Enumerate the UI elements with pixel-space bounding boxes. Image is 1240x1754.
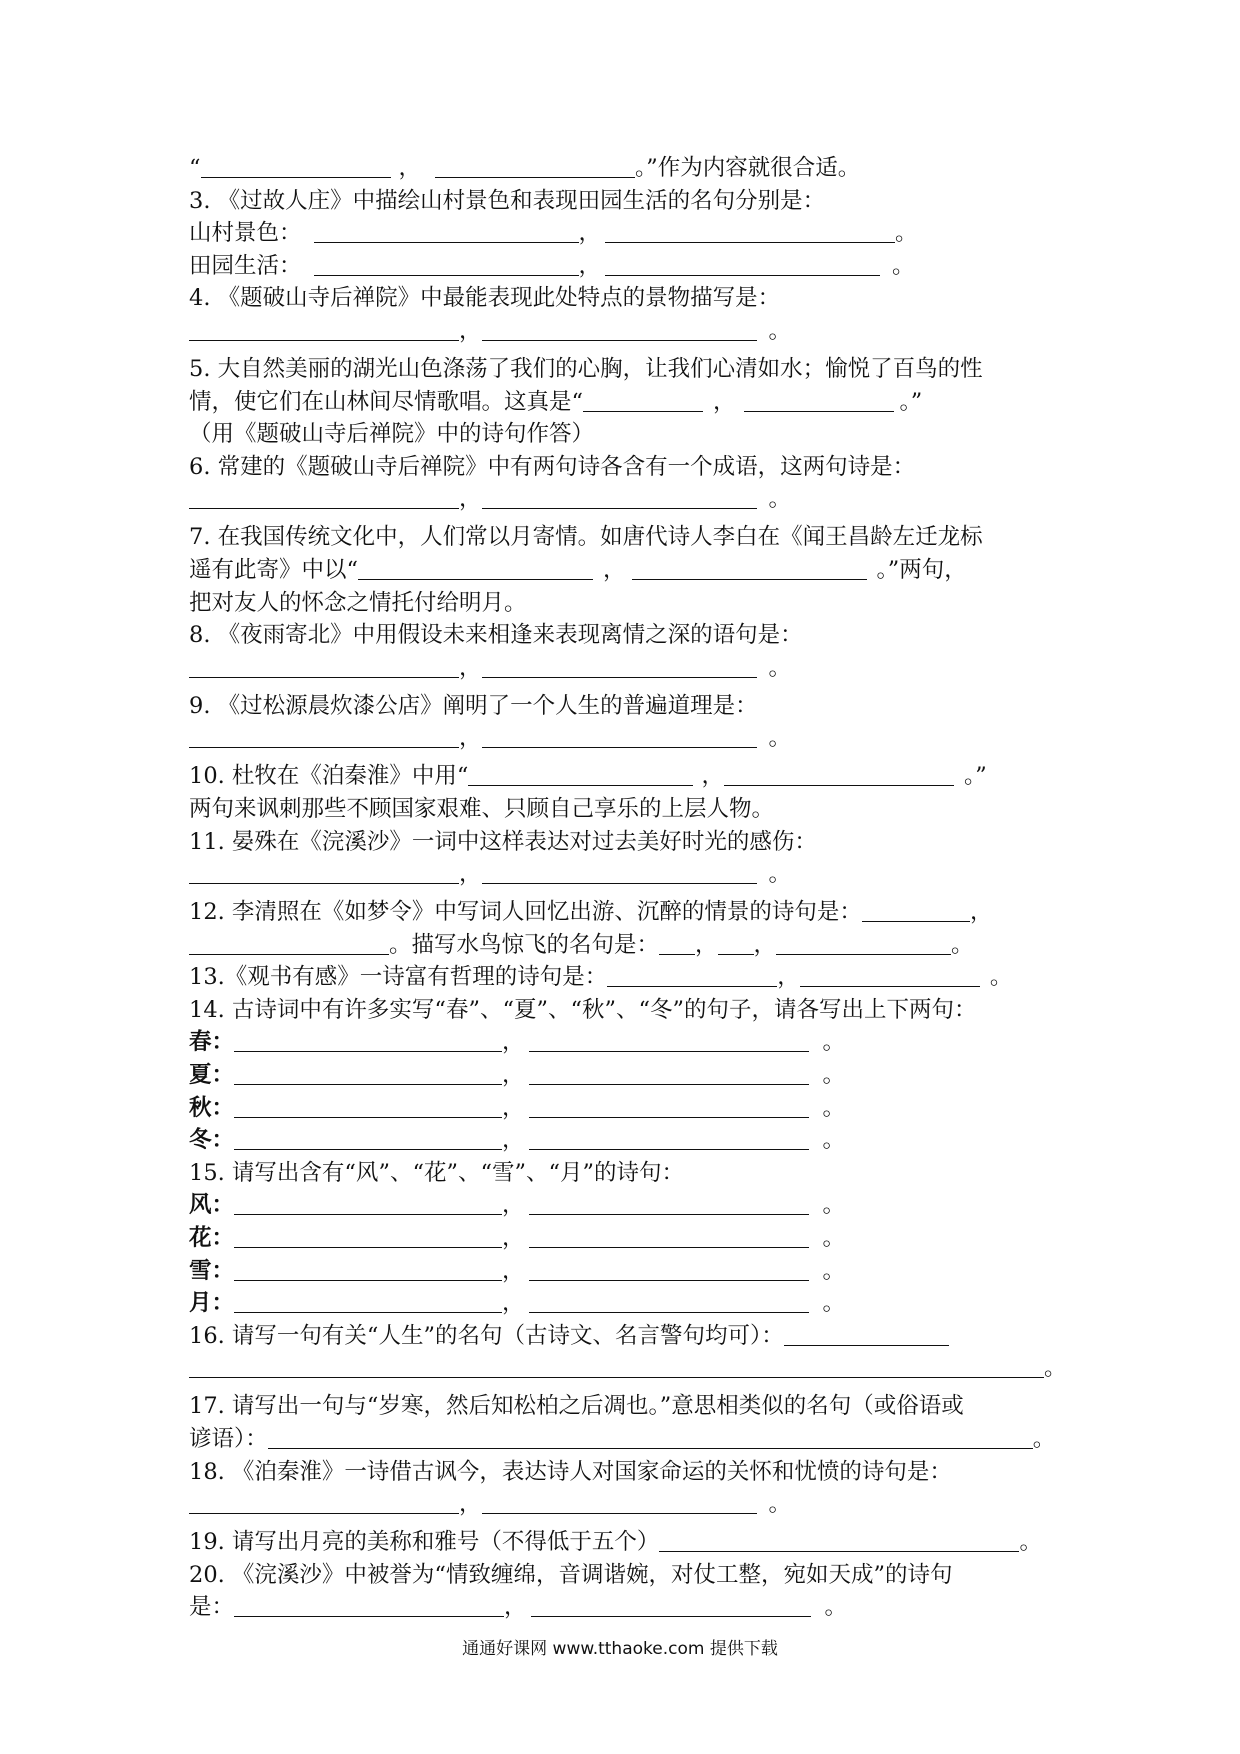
answer-blank[interactable]	[189, 859, 459, 884]
question-5c: （用《题破山寺后禅院》中的诗句作答）	[189, 421, 595, 448]
answer-blank[interactable]	[234, 1093, 502, 1118]
question-20b	[189, 1591, 1064, 1624]
text: ，	[398, 155, 422, 181]
question-6: 6. 常建的《题破山寺后禅院》中有两句诗各含有一个成语，这两句诗是：	[189, 453, 916, 480]
answer-blank[interactable]	[234, 1190, 502, 1215]
season-label: 夏：	[189, 1062, 235, 1089]
answer-blank[interactable]	[234, 1125, 502, 1150]
question-7a: 7. 在我国传统文化中，人们常以月寄情。如唐代诗人李白在《闻王昌龄左迁龙标	[189, 524, 983, 551]
worksheet	[189, 152, 1067, 1624]
label: 山村景色：	[189, 220, 302, 247]
text: ，	[695, 931, 718, 958]
answer-blank[interactable]	[529, 1027, 809, 1052]
answer-blank[interactable]	[314, 218, 579, 243]
theme-label: 月：	[189, 1290, 235, 1317]
q4-answer	[189, 315, 1064, 353]
text: ，	[504, 1594, 527, 1621]
text: ，	[502, 1257, 525, 1284]
q14-row	[189, 1059, 1064, 1092]
q14-row	[189, 1026, 1064, 1059]
answer-blank[interactable]	[268, 1424, 1033, 1449]
text: ，	[713, 388, 736, 415]
theme-label: 花：	[189, 1225, 235, 1252]
text: ，	[502, 1029, 525, 1056]
question-18: 18. 《泊秦淮》一诗借古讽今，表达诗人对国家命运的关怀和忧愤的诗句是：	[189, 1458, 952, 1485]
answer-blank[interactable]	[189, 653, 459, 678]
text: “	[189, 155, 201, 181]
answer-blank[interactable]	[201, 153, 391, 178]
question-10b: 两句来讽刺那些不顾国家艰难、只顾自己享乐的上层人物。	[189, 795, 775, 822]
text: ，	[753, 931, 777, 958]
q3-farm	[189, 250, 1064, 283]
q16-answer	[189, 1352, 1067, 1390]
answer-blank[interactable]	[744, 387, 894, 412]
question-7c: 把对友人的怀念之情托付给明月。	[189, 589, 527, 616]
question-5b	[189, 386, 1064, 419]
text: 。	[895, 220, 918, 247]
answer-blank[interactable]	[189, 1353, 1044, 1378]
answer-blank[interactable]	[659, 930, 695, 955]
text: ，	[502, 1192, 525, 1219]
text: 。	[822, 1062, 846, 1089]
text: 19. 请写出月亮的美称和雅号（不得低于五个）	[189, 1529, 660, 1556]
q15-rows	[189, 1189, 1064, 1319]
label: 田园生活：	[189, 252, 302, 279]
question-13	[189, 961, 1064, 994]
text: 。	[768, 654, 792, 681]
answer-blank[interactable]	[529, 1190, 809, 1215]
text: 。	[989, 964, 1013, 991]
q15-row	[189, 1189, 1064, 1222]
text: ，	[578, 220, 602, 247]
answer-blank[interactable]	[800, 962, 980, 987]
text: 。	[822, 1225, 846, 1252]
question-12b	[189, 929, 1064, 962]
answer-blank[interactable]	[358, 555, 593, 580]
text: ，	[459, 725, 482, 752]
footer-credit: 通通好课网 www.tthaoke.com 提供下载	[462, 1639, 778, 1659]
text: 是：	[189, 1594, 235, 1621]
text: 。	[822, 1127, 846, 1154]
question-7b	[189, 554, 1064, 587]
text: 。	[1032, 1426, 1056, 1452]
answer-blank[interactable]	[529, 1288, 809, 1313]
question-10	[189, 760, 1064, 793]
q14-rows	[189, 1026, 1064, 1156]
answer-blank[interactable]	[435, 153, 635, 178]
answer-blank[interactable]	[482, 316, 757, 341]
text: ，	[502, 1290, 525, 1317]
season-label: 秋：	[189, 1094, 235, 1121]
theme-label: 风：	[189, 1192, 235, 1219]
text: ，	[459, 861, 482, 888]
answer-blank[interactable]	[529, 1060, 809, 1085]
text: 遥有此寄》中以“	[189, 556, 359, 583]
question-3: 3. 《过故人庄》中描绘山村景色和表现田园生活的名句分别是：	[189, 187, 826, 214]
answer-blank[interactable]	[529, 1223, 809, 1248]
answer-blank[interactable]	[189, 316, 459, 341]
q11-answer	[189, 858, 1064, 896]
text: ，	[603, 556, 626, 583]
text: ，	[502, 1094, 525, 1121]
answer-blank[interactable]	[234, 1592, 504, 1617]
answer-blank[interactable]	[529, 1125, 809, 1150]
question-19	[189, 1526, 1064, 1559]
text: 。”作为内容就很合适。	[635, 155, 861, 181]
answer-blank[interactable]	[776, 930, 951, 955]
answer-blank[interactable]	[234, 1027, 502, 1052]
season-label: 冬：	[189, 1127, 235, 1154]
question-14: 14. 古诗词中有许多实写“春”、“夏”、“秋”、“冬”的句子，请各写出上下两句：	[189, 996, 977, 1023]
question-20a: 20. 《浣溪沙》中被誉为“情致缠绵，音调谐婉，对仗工整，宛如天成”的诗句	[189, 1561, 953, 1588]
answer-blank[interactable]	[724, 761, 954, 786]
q15-row	[189, 1255, 1064, 1288]
answer-blank[interactable]	[482, 859, 757, 884]
q8-answer	[189, 652, 1064, 690]
question-17a: 17. 请写出一句与“岁寒，然后知松柏之后凋也。”意思相类似的名句（或俗语或	[189, 1393, 964, 1420]
text: 。	[768, 486, 792, 513]
season-label: 春：	[189, 1029, 235, 1056]
text: 。	[768, 861, 792, 888]
answer-blank[interactable]	[189, 723, 459, 748]
answer-blank[interactable]	[583, 387, 703, 412]
text: ，	[502, 1062, 525, 1089]
text: 。”	[963, 763, 987, 790]
q15-row	[189, 1222, 1064, 1255]
answer-blank[interactable]	[234, 1223, 502, 1248]
answer-blank[interactable]	[314, 251, 579, 276]
text: 。描写水鸟惊飞的名句是：	[389, 931, 660, 958]
answer-blank[interactable]	[482, 484, 757, 509]
line-1	[189, 152, 1064, 185]
text: 。	[951, 931, 974, 958]
answer-blank[interactable]	[189, 1489, 459, 1514]
text: 情，使它们在山林间尽情歌唱。这真是“	[189, 388, 584, 415]
answer-blank[interactable]	[482, 723, 757, 748]
answer-blank[interactable]	[862, 897, 970, 922]
text: 。	[768, 1491, 792, 1518]
text: ，	[459, 1491, 482, 1518]
text: ，	[502, 1225, 525, 1252]
question-17b	[189, 1423, 1064, 1456]
text: 16. 请写一句有关“人生”的名句（古诗文、名言警句均可）：	[189, 1322, 784, 1349]
text: 。	[822, 1290, 846, 1317]
answer-blank[interactable]	[784, 1321, 949, 1346]
q6-answer	[189, 483, 1064, 521]
q14-row	[189, 1124, 1064, 1157]
answer-blank[interactable]	[632, 555, 867, 580]
text: ，	[459, 486, 482, 513]
text: 。	[1044, 1355, 1067, 1382]
answer-blank[interactable]	[607, 962, 777, 987]
text: ，	[459, 654, 482, 681]
question-12a	[189, 896, 1064, 929]
question-5a: 5. 大自然美丽的湖光山色涤荡了我们的心胸，让我们心清如水；愉悦了百鸟的性	[189, 355, 983, 382]
text: 。	[892, 252, 915, 279]
answer-blank[interactable]	[605, 218, 895, 243]
text: 。	[824, 1594, 848, 1621]
text: 。”	[899, 388, 923, 415]
q9-answer	[189, 722, 1064, 760]
text: ，	[502, 1127, 525, 1154]
text: 。	[822, 1257, 846, 1284]
answer-blank[interactable]	[659, 1527, 1019, 1552]
question-9: 9. 《过松源晨炊漆公店》阐明了一个人生的普遍道理是：	[189, 692, 758, 719]
text: 。	[768, 725, 792, 752]
theme-label: 雪：	[189, 1257, 235, 1284]
answer-blank[interactable]	[234, 1256, 502, 1281]
answer-blank[interactable]	[605, 251, 880, 276]
answer-blank[interactable]	[718, 930, 754, 955]
text: 。	[822, 1192, 846, 1219]
q3-village	[189, 217, 1064, 250]
text: 10. 杜牧在《泊秦淮》中用“	[189, 763, 469, 790]
answer-blank[interactable]	[468, 761, 693, 786]
answer-blank[interactable]	[189, 930, 389, 955]
question-4: 4. 《题破山寺后禅院》中最能表现此处特点的景物描写是：	[189, 285, 781, 312]
text: 。	[822, 1029, 846, 1056]
answer-blank[interactable]	[234, 1288, 502, 1313]
q14-row	[189, 1092, 1064, 1125]
text: 。	[1019, 1529, 1042, 1556]
answer-blank[interactable]	[482, 1489, 757, 1514]
answer-blank[interactable]	[482, 653, 757, 678]
q15-row	[189, 1287, 1064, 1320]
question-8: 8. 《夜雨寄北》中用假设未来相逢来表现离情之深的语句是：	[189, 622, 803, 649]
question-15: 15. 请写出含有“风”、“花”、“雪”、“月”的诗句：	[189, 1159, 684, 1186]
text: ，	[701, 763, 724, 790]
text: 12. 李清照在《如梦令》中写词人回忆出游、沉醉的情景的诗句是：	[189, 899, 862, 926]
text: 。	[768, 317, 792, 344]
text: 。”两句，	[876, 556, 967, 583]
answer-blank[interactable]	[189, 484, 459, 509]
text: ，	[969, 899, 993, 926]
text: ，	[459, 317, 482, 344]
text: ，	[777, 964, 800, 991]
answer-blank[interactable]	[531, 1592, 811, 1617]
text: 。	[822, 1094, 846, 1121]
answer-blank[interactable]	[529, 1256, 809, 1281]
answer-blank[interactable]	[234, 1060, 502, 1085]
question-11: 11. 晏殊在《浣溪沙》一词中这样表达对过去美好时光的感伤：	[189, 828, 817, 855]
q18-answer	[189, 1488, 1064, 1526]
text: 谚语）：	[189, 1426, 268, 1452]
text: ，	[578, 252, 602, 279]
question-16	[189, 1320, 1064, 1353]
answer-blank[interactable]	[529, 1093, 809, 1118]
text: 13.《观书有感》一诗富有哲理的诗句是：	[189, 964, 608, 991]
